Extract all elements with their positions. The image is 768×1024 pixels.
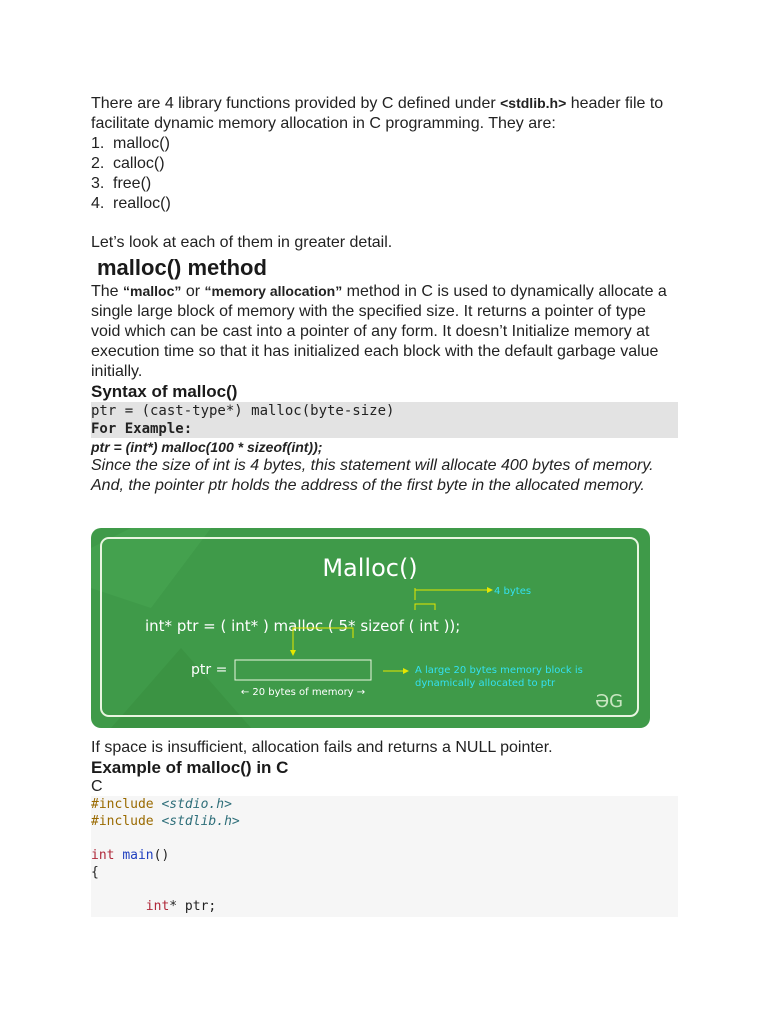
four-bytes-label: 4 bytes (494, 586, 532, 597)
example-code-block (91, 796, 678, 917)
memory-block (235, 660, 371, 680)
ptr-label: ptr = (191, 662, 228, 678)
language-label: C (91, 778, 103, 795)
syntax-code-line: ptr = (cast-type*) malloc(byte-size) (91, 403, 395, 419)
for-example-label: For Example: (91, 421, 193, 437)
malloc-diagram (91, 528, 650, 728)
diagram-statement: int* ptr = ( int* ) malloc ( 5* sizeof ( int )); (145, 617, 461, 635)
code-line: int main() (91, 848, 170, 863)
example-heading: Example of malloc() in C (91, 758, 289, 777)
list-item: 3. free() (91, 175, 152, 192)
functions-list (91, 134, 678, 214)
list-item: 1. malloc() (91, 135, 170, 152)
code-line: #include <stdio.h> (91, 797, 232, 812)
code-line: int* ptr; (145, 899, 217, 914)
note-line-2: dynamically allocated to ptr (415, 678, 556, 689)
code-line (91, 881, 678, 898)
explanation-text: Since the size of int is 4 bytes, this statement will allocate 400 bytes of memory. And, the pointer ptr holds the address of the first byte in the allocated memory. (91, 457, 654, 494)
code-line: { (91, 865, 99, 880)
code-line: #include <stdlib.h> (91, 814, 240, 829)
stdlib-header-name: <stdlib.h> (500, 95, 567, 111)
intro-paragraph (91, 93, 678, 134)
example-statement: ptr = (int*) malloc(100 * sizeof(int)); (91, 439, 323, 455)
intro-text-start: There are 4 library functions provided by C defined under (91, 95, 501, 112)
syntax-code-block (91, 402, 678, 438)
code-line (91, 830, 678, 847)
bytes-of-memory-label: ← 20 bytes of memory → (240, 687, 366, 698)
gfg-logo: ƏG (594, 691, 624, 712)
list-item: 2. calloc() (91, 155, 165, 172)
note-line-1: A large 20 bytes memory block is (415, 665, 583, 676)
look-at-text: Let’s look at each of them in greater detail. (91, 234, 393, 251)
syntax-heading: Syntax of malloc() (91, 382, 238, 401)
list-item: 4. realloc() (91, 195, 171, 212)
diagram-title: Malloc() (322, 554, 418, 582)
intro-text-end: header file to facilitate dynamic memory allocation in C programming. They are: (91, 95, 664, 132)
malloc-description: The “malloc” or “memory allocation” method in C is used to dynamically allocate a single large block of memory with the specified size. It returns a pointer of type void which can be cast into a pointer of any form. It doesn’t Initialize memory at execution time so that it has initialized each block with the default garbage value initially. (91, 283, 667, 380)
malloc-heading: malloc() method (97, 255, 267, 280)
insufficient-text: If space is insufficient, allocation fails and returns a NULL pointer. (91, 739, 553, 756)
term-malloc: “malloc” (123, 283, 182, 299)
term-memory-allocation: “memory allocation” (204, 283, 343, 299)
intro-section (91, 93, 678, 214)
